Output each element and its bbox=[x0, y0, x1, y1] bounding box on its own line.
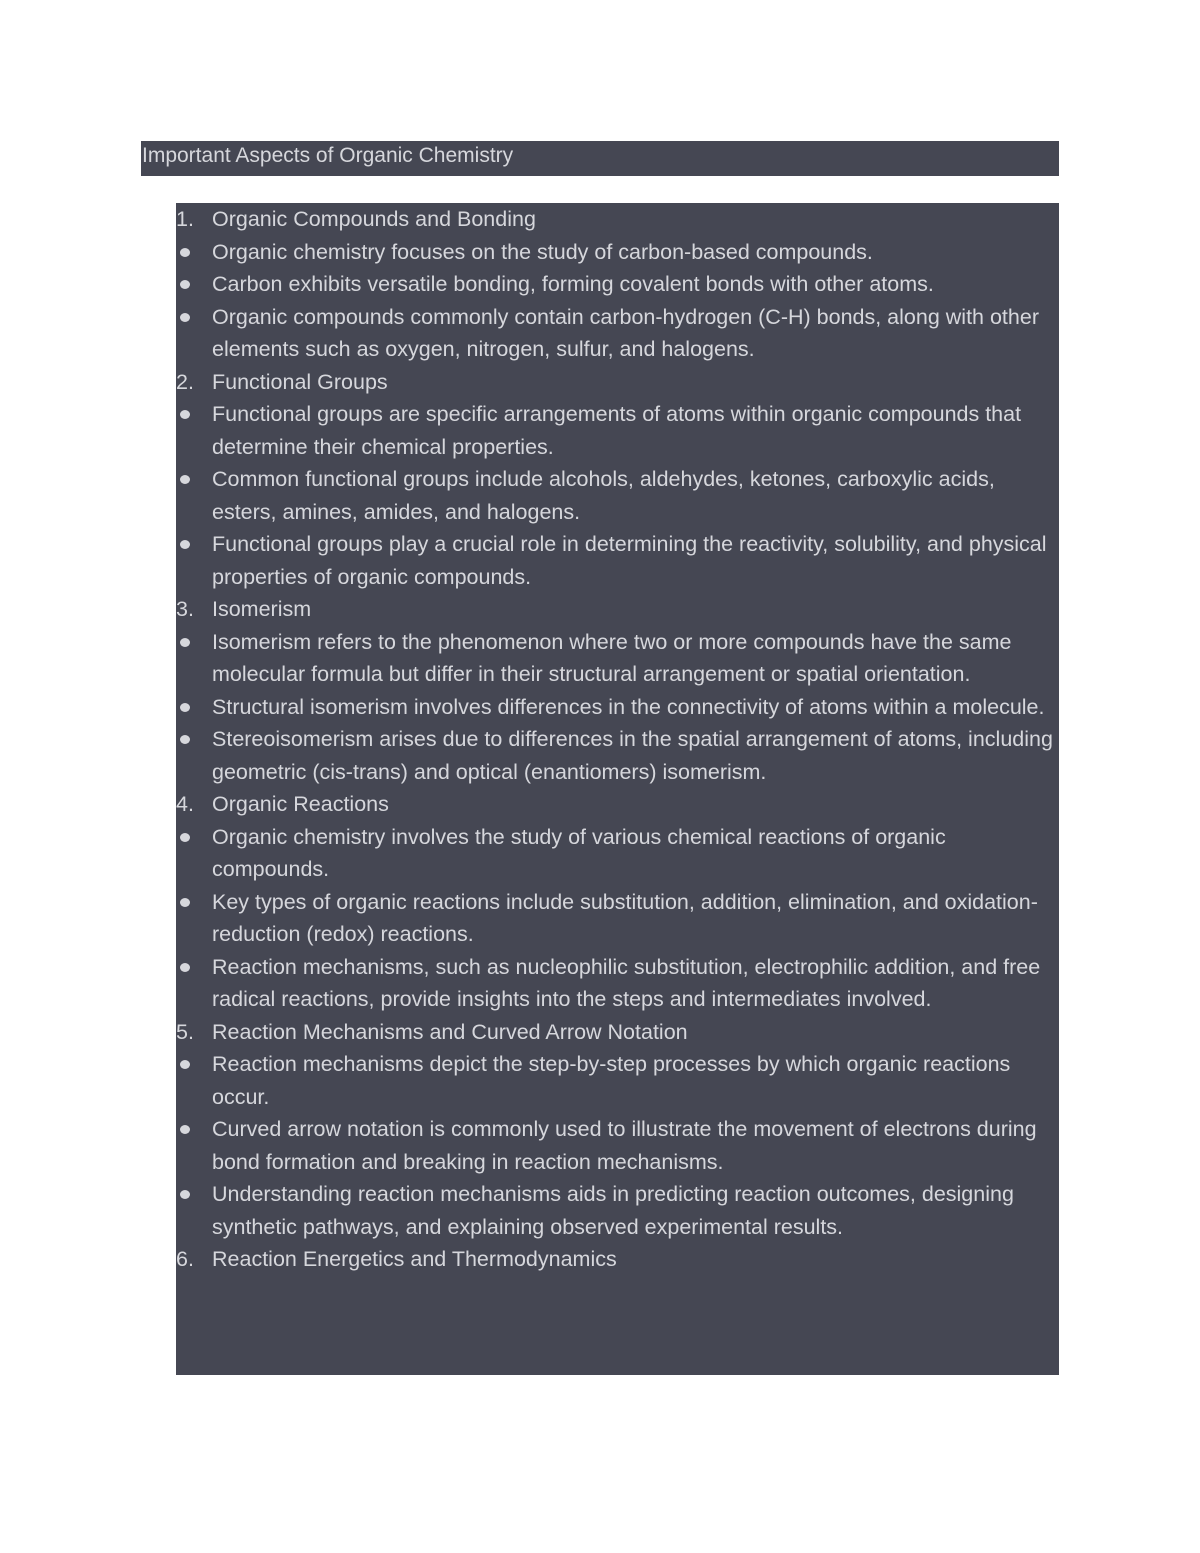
content-block bbox=[176, 203, 1059, 1375]
bullet-dot-icon bbox=[180, 280, 190, 289]
section-heading bbox=[176, 1016, 1059, 1049]
bullet-item bbox=[176, 301, 1059, 366]
section-heading-text: Reaction Mechanisms and Curved Arrow Notation bbox=[212, 1019, 688, 1044]
bullet-item bbox=[176, 268, 1059, 301]
section-heading bbox=[176, 788, 1059, 821]
bullet-text: Carbon exhibits versatile bonding, forming covalent bonds with other atoms. bbox=[212, 272, 934, 296]
bullet-dot-icon bbox=[180, 1125, 190, 1134]
bullet-dot-icon bbox=[180, 313, 190, 322]
section-heading bbox=[176, 366, 1059, 399]
bullet-item bbox=[176, 398, 1059, 463]
bullet-text: Organic compounds commonly contain carbon-hydrogen (C-H) bonds, along with other elements such as oxygen, nitrogen, sulfur, and halogens. bbox=[212, 304, 1039, 361]
bullet-item bbox=[176, 691, 1059, 724]
bullet-item bbox=[176, 951, 1059, 1016]
bullet-text: Stereoisomerism arises due to differences in the spatial arrangement of atoms, including geometric (cis-trans) and optical (enantiomers) isomerism. bbox=[212, 727, 1053, 784]
section-heading bbox=[176, 203, 1059, 236]
bullet-item bbox=[176, 626, 1059, 691]
section-heading-text: Organic Compounds and Bonding bbox=[212, 207, 536, 231]
section-number: 6. bbox=[176, 1247, 194, 1271]
bullet-text: Reaction mechanisms depict the step-by-step processes by which organic reactions occur. bbox=[212, 1052, 1011, 1109]
section-heading bbox=[176, 593, 1059, 626]
document-title: Important Aspects of Organic Chemistry bbox=[141, 141, 1059, 176]
bullet-dot-icon bbox=[180, 638, 190, 647]
bullet-item bbox=[176, 1113, 1059, 1178]
section-number: 1. bbox=[176, 207, 194, 231]
bullet-text: Key types of organic reactions include substitution, addition, elimination, and oxidation-reduction (redox) reactions. bbox=[212, 889, 1038, 946]
section-number: 4. bbox=[176, 792, 194, 816]
bullet-item bbox=[176, 528, 1059, 593]
bullet-item bbox=[176, 821, 1059, 886]
bullet-text: Reaction mechanisms, such as nucleophilic substitution, electrophilic addition, and free radical reactions, provide insights into the steps and intermediates involved. bbox=[212, 954, 1041, 1011]
section-number: 5. bbox=[176, 1019, 194, 1044]
bullet-text: Structural isomerism involves differences in the connectivity of atoms within a molecule. bbox=[212, 694, 1045, 719]
bullet-text: Common functional groups include alcohols, aldehydes, ketones, carboxylic acids, esters, amines, amides, and halogens. bbox=[212, 467, 995, 524]
bullet-dot-icon bbox=[180, 833, 190, 842]
bullet-item bbox=[176, 1178, 1059, 1243]
section-heading-text: Isomerism bbox=[212, 597, 312, 621]
bullet-text: Curved arrow notation is commonly used to illustrate the movement of electrons during bond formation and breaking in reaction mechanisms. bbox=[212, 1117, 1037, 1174]
bullet-item bbox=[176, 886, 1059, 951]
bullet-dot-icon bbox=[180, 410, 190, 419]
outline-list bbox=[176, 203, 1059, 1276]
bullet-dot-icon bbox=[180, 475, 190, 484]
bullet-text: Isomerism refers to the phenomenon where two or more compounds have the same molecular formula but differ in their structural arrangement or spatial orientation. bbox=[212, 629, 1012, 686]
bullet-dot-icon bbox=[180, 735, 190, 744]
bullet-dot-icon bbox=[180, 248, 190, 257]
bullet-text: Organic chemistry involves the study of various chemical reactions of organic compounds. bbox=[212, 824, 946, 881]
section-heading-text: Reaction Energetics and Thermodynamics bbox=[212, 1247, 617, 1271]
bullet-dot-icon bbox=[180, 963, 190, 972]
bullet-item bbox=[176, 463, 1059, 528]
bullet-dot-icon bbox=[180, 1060, 190, 1069]
section-number: 2. bbox=[176, 369, 194, 394]
bullet-dot-icon bbox=[180, 703, 190, 712]
bullet-dot-icon bbox=[180, 1190, 190, 1199]
bullet-text: Functional groups are specific arrangements of atoms within organic compounds that determine their chemical properties. bbox=[212, 402, 1022, 459]
bullet-dot-icon bbox=[180, 540, 190, 549]
bullet-text: Organic chemistry focuses on the study of carbon-based compounds. bbox=[212, 239, 873, 264]
bullet-item bbox=[176, 1048, 1059, 1113]
section-heading bbox=[176, 1243, 1059, 1276]
section-heading-text: Functional Groups bbox=[212, 369, 388, 394]
bullet-item bbox=[176, 236, 1059, 269]
bullet-item bbox=[176, 723, 1059, 788]
bullet-text: Understanding reaction mechanisms aids in predicting reaction outcomes, designing synthetic pathways, and explaining observed experimental results. bbox=[212, 1182, 1014, 1239]
section-heading-text: Organic Reactions bbox=[212, 792, 389, 816]
section-number: 3. bbox=[176, 597, 194, 621]
bullet-dot-icon bbox=[180, 898, 190, 907]
bullet-text: Functional groups play a crucial role in determining the reactivity, solubility, and physical properties of organic compounds. bbox=[212, 532, 1047, 589]
